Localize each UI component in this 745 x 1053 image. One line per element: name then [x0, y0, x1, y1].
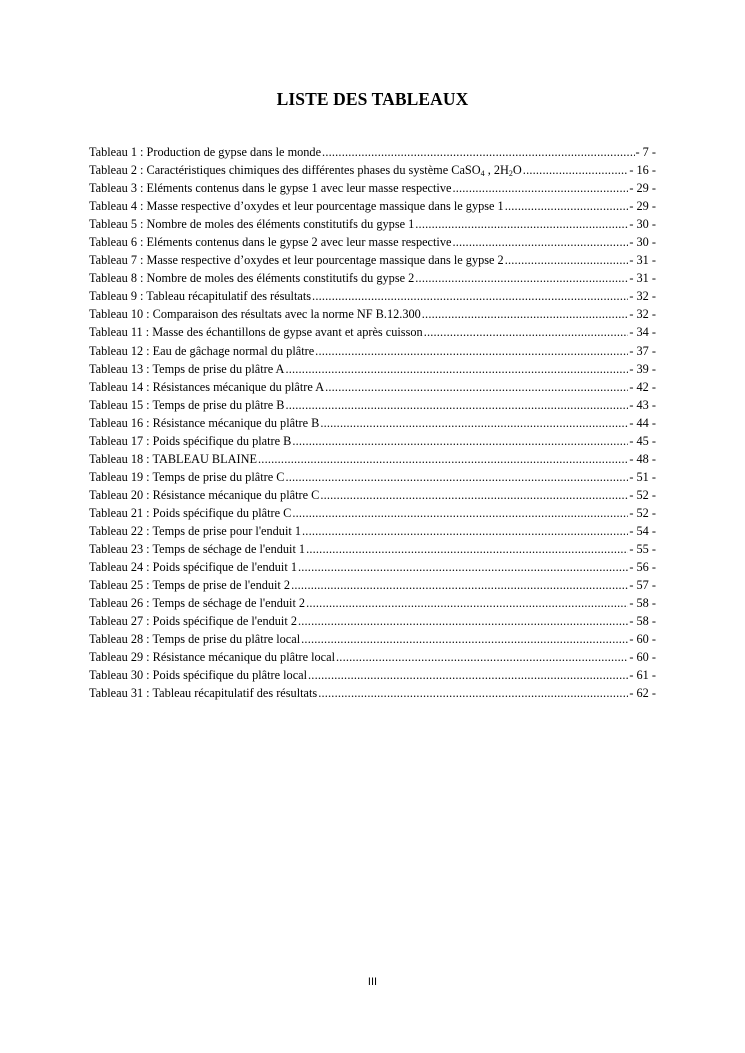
toc-leader-dots — [306, 594, 628, 612]
toc-entry[interactable] — [89, 342, 656, 360]
toc-page-number: - 48 - — [629, 451, 656, 466]
toc-entry[interactable] — [89, 630, 656, 648]
toc-entry[interactable] — [89, 287, 656, 305]
toc-page-number: - 57 - — [629, 578, 656, 593]
toc-leader-dots — [318, 684, 628, 702]
toc-leader-dots — [452, 233, 628, 251]
toc-leader-dots — [285, 360, 628, 378]
toc-entry-label-text: , 2H — [484, 163, 509, 178]
toc-entry-label: Tableau 5 : Nombre de moles des éléments constitutifs du gypse 1 — [89, 217, 415, 232]
toc-leader-dots — [285, 468, 628, 486]
toc-entry-label: Tableau 15 : Temps de prise du plâtre B — [89, 397, 285, 412]
toc-page-number: - 29 - — [629, 181, 656, 196]
toc-entry-label — [89, 161, 522, 179]
toc-entry[interactable] — [89, 468, 656, 486]
toc-entry[interactable] — [89, 612, 656, 630]
toc-entry-label: Tableau 8 : Nombre de moles des éléments constitutifs du gypse 2 — [89, 271, 415, 286]
toc-entry[interactable] — [89, 684, 656, 702]
toc-page-number: - 37 - — [629, 343, 656, 358]
toc-leader-dots — [301, 630, 628, 648]
toc-page-number: - 16 - — [629, 163, 656, 178]
toc-leader-dots — [315, 342, 628, 360]
toc-page-number: - 52 - — [629, 487, 656, 502]
toc-entry[interactable] — [89, 305, 656, 323]
toc-leader-dots — [320, 486, 628, 504]
toc-leader-dots — [505, 251, 629, 269]
toc-entry-label: Tableau 30 : Poids spécifique du plâtre local — [89, 668, 308, 683]
toc-page-number: - 51 - — [629, 469, 656, 484]
toc-page-number: - 58 - — [629, 596, 656, 611]
toc-page-number: - 7 - — [635, 145, 656, 159]
toc-entry[interactable] — [89, 215, 656, 233]
toc-page-number: - 34 - — [629, 325, 656, 340]
toc-leader-dots — [292, 504, 628, 522]
toc-entry[interactable] — [89, 161, 656, 179]
toc-entry[interactable] — [89, 396, 656, 414]
toc-entry-label: Tableau 18 : TABLEAU BLAINE — [89, 451, 258, 466]
toc-entry-label: Tableau 11 : Masse des échantillons de gypse avant et après cuisson — [89, 325, 423, 340]
toc-entry-label: Tableau 16 : Résistance mécanique du plâtre B — [89, 415, 320, 430]
toc-leader-dots — [415, 215, 628, 233]
toc-entry[interactable] — [89, 522, 656, 540]
toc-entry[interactable] — [89, 432, 656, 450]
toc-entry-label: Tableau 26 : Temps de séchage de l'enduit 2 — [89, 596, 306, 611]
toc-entry[interactable] — [89, 197, 656, 215]
toc-leader-dots — [312, 287, 628, 305]
toc-entry-label-text: Tableau 2 : Caractéristiques chimiques des différentes phases du système CaSO — [89, 163, 481, 178]
toc-page-number: - 31 - — [629, 253, 656, 268]
toc-entry-label: Tableau 22 : Temps de prise pour l'enduit 1 — [89, 523, 302, 538]
toc-leader-dots — [452, 179, 628, 197]
toc-page-number: - 43 - — [629, 397, 656, 412]
toc-page-number: - 58 - — [629, 614, 656, 629]
toc-page-number: - 30 - — [629, 217, 656, 232]
toc-leader-dots — [325, 378, 628, 396]
toc-entry[interactable] — [89, 594, 656, 612]
toc-page-number: - 61 - — [629, 668, 656, 683]
toc-page-number: - 29 - — [629, 199, 656, 214]
toc-leader-dots — [292, 432, 628, 450]
toc-entry[interactable] — [89, 558, 656, 576]
toc-page-number: - 39 - — [629, 361, 656, 376]
toc-page-number: - 42 - — [629, 379, 656, 394]
toc-page-number: - 54 - — [629, 523, 656, 538]
toc-page-number: - 45 - — [629, 433, 656, 448]
toc-leader-dots — [285, 396, 628, 414]
subscript: 4 — [480, 169, 485, 179]
toc-page-number: - 32 - — [629, 307, 656, 322]
page-folio: III — [367, 976, 378, 988]
toc-entry[interactable] — [89, 576, 656, 594]
toc-page-number: - 31 - — [629, 271, 656, 286]
toc-leader-dots — [322, 143, 634, 161]
subscript: 2 — [508, 169, 513, 179]
toc-leader-dots — [424, 323, 629, 341]
toc-leader-dots — [336, 648, 628, 666]
toc-entry-label: Tableau 23 : Temps de séchage de l'enduit 1 — [89, 542, 306, 557]
toc-entry[interactable] — [89, 179, 656, 197]
toc-leader-dots — [258, 450, 628, 468]
toc-entry-label: Tableau 10 : Comparaison des résultats avec la norme NF B.12.300 — [89, 307, 421, 322]
toc-page-number: - 60 - — [629, 632, 656, 647]
toc-entry-label: Tableau 29 : Résistance mécanique du plâtre local — [89, 650, 336, 665]
toc-entry[interactable] — [89, 450, 656, 468]
toc-entry-label: Tableau 24 : Poids spécifique de l'enduit 1 — [89, 560, 297, 575]
toc-leader-dots — [523, 161, 629, 179]
toc-page-number: - 44 - — [629, 415, 656, 430]
toc-entry[interactable] — [89, 540, 656, 558]
toc-entry[interactable] — [89, 504, 656, 522]
toc-leader-dots — [302, 522, 628, 540]
toc-page-number: - 55 - — [629, 542, 656, 557]
toc-entry-label: Tableau 20 : Résistance mécanique du plâtre C — [89, 487, 320, 502]
toc-leader-dots — [298, 558, 628, 576]
toc-entry[interactable] — [89, 251, 656, 269]
toc-entry[interactable] — [89, 378, 656, 396]
page-title: LISTE DES TABLEAUX — [276, 89, 469, 109]
toc-entry-label: Tableau 4 : Masse respective d’oxydes et leur pourcentage massique dans le gypse 1 — [89, 199, 504, 214]
toc-entry[interactable] — [89, 648, 656, 666]
toc-entry-label: Tableau 31 : Tableau récapitulatif des résultats — [89, 686, 318, 701]
toc-page-number: - 52 - — [629, 505, 656, 520]
toc-entry-label-text: O — [512, 163, 522, 178]
toc-entry-label: Tableau 7 : Masse respective d’oxydes et leur pourcentage massique dans le gypse 2 — [89, 253, 504, 268]
toc-entry-label: Tableau 12 : Eau de gâchage normal du plâtre — [89, 343, 315, 358]
table-of-tables — [89, 143, 656, 702]
toc-entry-label: Tableau 6 : Eléments contenus dans le gypse 2 avec leur masse respective — [89, 235, 452, 250]
toc-entry-label: Tableau 25 : Temps de prise de l'enduit 2 — [89, 578, 291, 593]
toc-entry[interactable] — [89, 233, 656, 251]
toc-page-number: - 30 - — [629, 235, 656, 250]
toc-leader-dots — [422, 305, 629, 323]
toc-entry-label: Tableau 14 : Résistances mécanique du plâtre A — [89, 379, 325, 394]
toc-entry-label: Tableau 17 : Poids spécifique du platre B — [89, 433, 292, 448]
toc-entry-label: Tableau 27 : Poids spécifique de l'enduit 2 — [89, 614, 297, 629]
toc-leader-dots — [298, 612, 628, 630]
toc-leader-dots — [505, 197, 629, 215]
toc-leader-dots — [306, 540, 628, 558]
toc-page-number: - 32 - — [629, 289, 656, 304]
toc-entry[interactable] — [89, 666, 656, 684]
toc-page-number: - 62 - — [629, 686, 656, 701]
toc-leader-dots — [415, 269, 628, 287]
toc-entry[interactable] — [89, 323, 656, 341]
toc-entry-label: Tableau 28 : Temps de prise du plâtre local — [89, 632, 301, 647]
toc-entry[interactable] — [89, 269, 656, 287]
toc-entry-label: Tableau 3 : Eléments contenus dans le gypse 1 avec leur masse respective — [89, 181, 452, 196]
toc-entry[interactable] — [89, 414, 656, 432]
toc-leader-dots — [320, 414, 628, 432]
toc-entry[interactable] — [89, 143, 656, 161]
toc-entry[interactable] — [89, 360, 656, 378]
toc-entry-label: Tableau 21 : Poids spécifique du plâtre C — [89, 505, 292, 520]
toc-entry-label: Tableau 9 : Tableau récapitulatif des résultats — [89, 289, 312, 304]
toc-entry-label: Tableau 13 : Temps de prise du plâtre A — [89, 361, 285, 376]
toc-leader-dots — [308, 666, 628, 684]
toc-entry-label: Tableau 1 : Production de gypse dans le monde — [89, 145, 322, 159]
toc-page-number: - 56 - — [629, 560, 656, 575]
toc-page-number: - 60 - — [629, 650, 656, 665]
toc-entry[interactable] — [89, 486, 656, 504]
toc-leader-dots — [291, 576, 628, 594]
toc-entry-label: Tableau 19 : Temps de prise du plâtre C — [89, 469, 285, 484]
